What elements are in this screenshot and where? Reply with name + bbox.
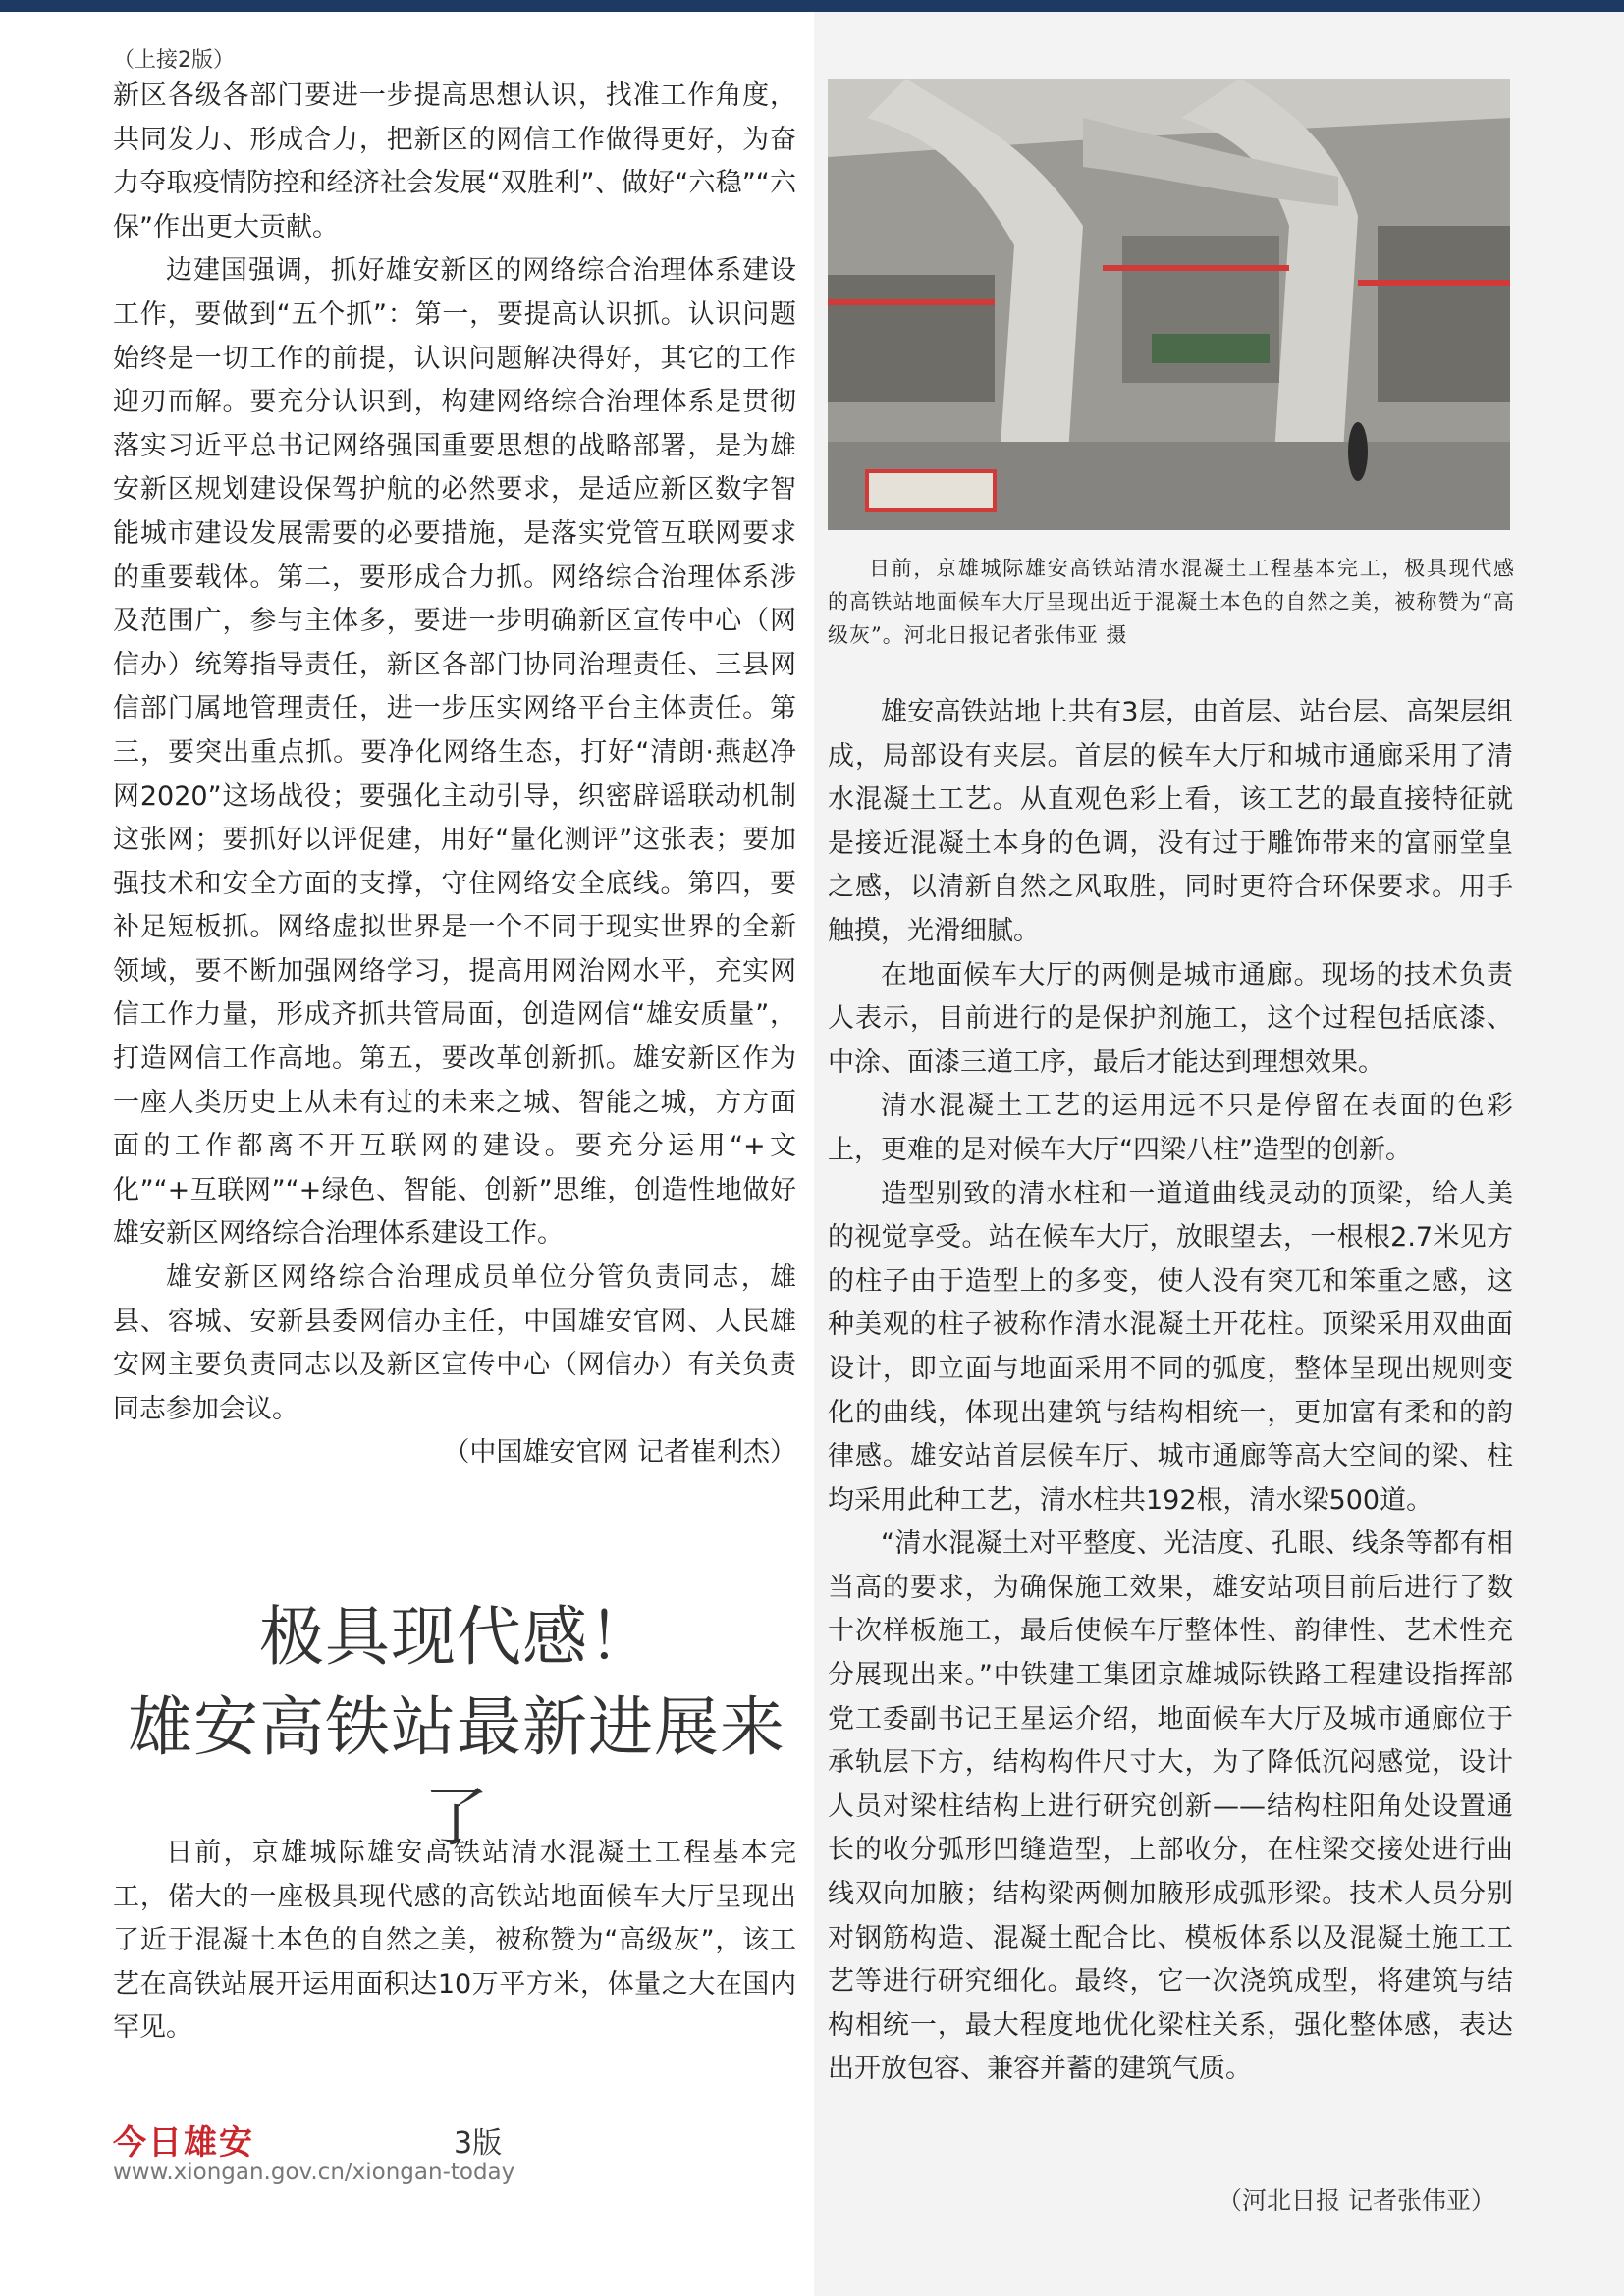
right-paragraph-2: 在地面候车大厅的两侧是城市通廊。现场的技术负责人表示，目前进行的是保护剂施工，这个过程包括底漆、中涂、面漆三道工序，最后才能达到理想效果。 — [828, 959, 1513, 1078]
continuation-note: （上接2版） — [113, 48, 235, 73]
left-paragraph-1: 新区各级各部门要进一步提高思想认识，找准工作角度，共同发力、形成合力，把新区的网信工作做得更好，为奋力夺取疫情防控和经济社会发展“双胜利”、做好“六稳”“六保”作出更大贡献。 — [113, 80, 796, 242]
right-paragraph-1: 雄安高铁站地上共有3层，由首层、站台层、高架层组成，局部设有夹层。首层的候车大厅和城市通廊采用了清水混凝土工艺。从直观色彩上看，该工艺的最直接特征就是接近混凝土本身的色调，没有过于雕饰带来的富丽堂皇之感，以清新自然之风取胜，同时更符合环保要求。用手触摸，光滑细腻。 — [828, 697, 1513, 946]
right-paragraph-3: 清水混凝土工艺的运用远不只是停留在表面的色彩上，更难的是对候车大厅“四梁八柱”造型的创新。 — [828, 1091, 1513, 1165]
right-paragraph-4: 造型别致的清水柱和一道道曲线灵动的顶梁，给人美的视觉享受。站在候车大厅，放眼望去，一根根2.7米见方的柱子由于造型上的多变，使人没有突兀和笨重之感，这种美观的柱子被称作清水混凝土开花柱。顶梁采用双曲面设计，即立面与地面采用不同的弧度，整体呈现出规则变化的曲线，体现出建筑与结构相统一，更加富有柔和的韵律感。雄安站首层候车厅、城市通廊等高大空间的梁、柱均采用此种工艺，清水柱共192根，清水梁500道。 — [828, 1178, 1513, 1516]
right-paragraph-5: “清水混凝土对平整度、光洁度、孔眼、线条等都有相当高的要求，为确保施工效果，雄安站项目前后进行了数十次样板施工，最后使候车厅整体性、韵律性、艺术性充分展现出来。”中铁建工集团京雄城际铁路工程建设指挥部党工委副书记王星运介绍，地面候车大厅及城市通廊位于承轨层下方，结构构件尺寸大，为了降低沉闷感觉，设计人员对梁柱结构上进行研究创新——结构柱阳角处设置通长的收分弧形凹缝造型，上部收分，在柱梁交接处进行曲线双向加腋；结构梁两侧加腋形成弧形梁。技术人员分别对钢筋构造、混凝土配合比、模板体系以及混凝土施工工艺等进行研究细化。最终，它一次浇筑成型，将建筑与结构相统一，最大程度地优化梁柱关系，强化整体感，表达出开放包容、兼容并蓄的建筑气质。 — [828, 1528, 1513, 2085]
left-article — [113, 75, 796, 1475]
left-paragraph-2: 边建国强调，抓好雄安新区的网络综合治理体系建设工作，要做到“五个抓”：第一，要提高认识抓。认识问题始终是一切工作的前提，认识问题解决得好，其它的工作迎刃而解。要充分认识到，构建网络综合治理体系是贯彻落实习近平总书记网络强国重要思想的战略部署，是为雄安新区规划建设保驾护航的必然要求，是适应新区数字智能城市建设发展需要的必要措施，是落实党管互联网要求的重要载体。第二，要形成合力抓。网络综合治理体系涉及范围广，参与主体多，要进一步明确新区宣传中心（网信办）统筹指导责任，新区各部门协同治理责任、三县网信部门属地管理责任，进一步压实网络平台主体责任。第三，要突出重点抓。要净化网络生态，打好“清朗·燕赵净网2020”这场战役；要强化主动引导，织密辟谣联动机制这张网；要抓好以评促建，用好“量化测评”这张表；要加强技术和安全方面的支撑，守住网络安全底线。第四，要补足短板抓。网络虚拟世界是一个不同于现实世界的全新领域，要不断加强网络学习，提高用网治网水平，充实网信工作力量，形成齐抓共管局面，创造网信“雄安质量”，打造网信工作高地。第五，要改革创新抓。雄安新区作为一座人类历史上从未有过的未来之城、智能之城，方方面面的工作都离不开互联网的建设。要充分运用“+文化”“+互联网”“+绿色、智能、创新”思维，创造性地做好雄安新区网络综合治理体系建设工作。 — [113, 255, 796, 1250]
station-hall-photo — [828, 79, 1510, 530]
footer-url: www.xiongan.gov.cn/xiongan-today — [113, 2160, 515, 2185]
left-article-byline: （中国雄安官网 记者崔利杰） — [443, 1437, 796, 1468]
headline-line-2: 雄安高铁站最新进展来了 — [128, 1689, 785, 1855]
station-hall-illustration — [828, 79, 1510, 530]
article-headline — [113, 1592, 800, 1863]
right-article — [828, 691, 1513, 2092]
headline-line-1: 极具现代感！ — [259, 1599, 654, 1675]
newspaper-logo: 今日雄安 — [113, 2123, 254, 2163]
photo-caption: 日前，京雄城际雄安高铁站清水混凝土工程基本完工，极具现代感的高铁站地面候车大厅呈现出近于混凝土本色的自然之美，被称赞为“高级灰”。河北日报记者张伟亚 摄 — [828, 557, 1515, 647]
right-article-byline: （河北日报 记者张伟亚） — [1218, 2186, 1495, 2215]
article-intro — [113, 1832, 796, 2051]
page-number: 3版 — [454, 2126, 503, 2161]
top-color-bar — [0, 0, 1624, 12]
left-paragraph-3: 雄安新区网络综合治理成员单位分管负责同志，雄县、容城、安新县委网信办主任，中国雄安官网、人民雄安网主要负责同志以及新区宣传中心（网信办）有关负责同志参加会议。 — [113, 1262, 796, 1424]
intro-paragraph: 日前，京雄城际雄安高铁站清水混凝土工程基本完工，偌大的一座极具现代感的高铁站地面候车大厅呈现出了近于混凝土本色的自然之美，被称赞为“高级灰”，该工艺在高铁站展开运用面积达10万平方米，体量之大在国内罕见。 — [113, 1838, 796, 2044]
